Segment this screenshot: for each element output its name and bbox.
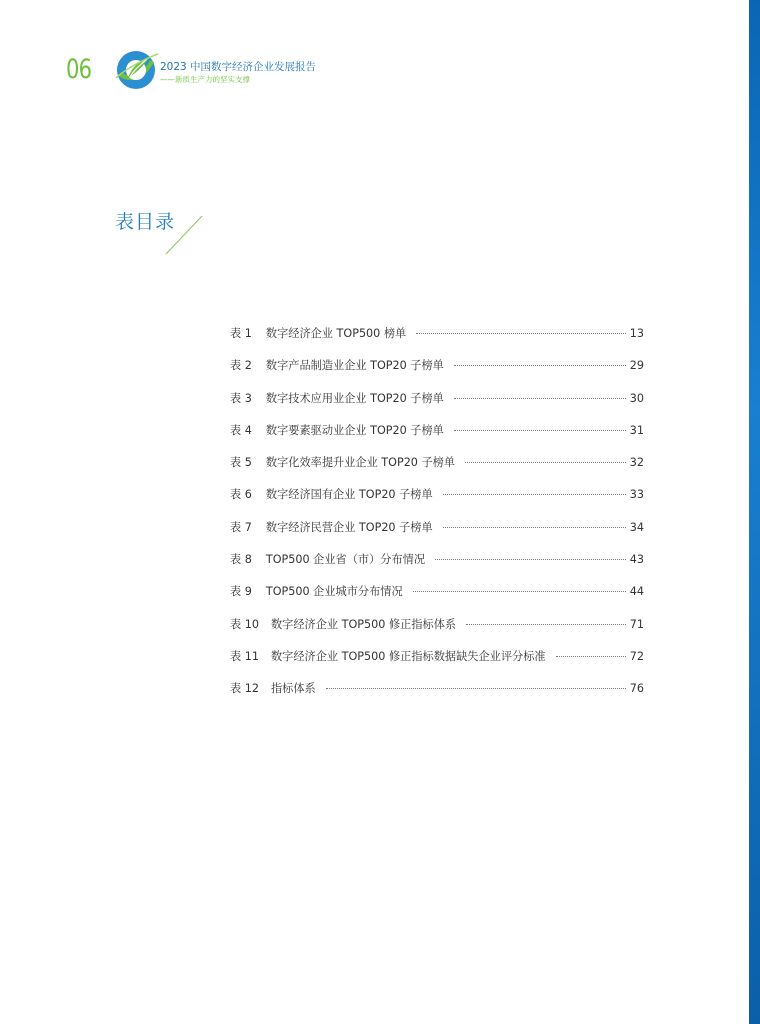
toc-text: 数字经济民营企业 TOP20 子榜单 xyxy=(265,520,433,534)
toc-leader xyxy=(556,656,626,657)
toc-row[interactable] xyxy=(230,486,644,518)
toc-text: 数字经济企业 TOP500 修正指标数据缺失企业评分标准 xyxy=(270,649,546,663)
toc-label: 表 2 xyxy=(230,359,252,373)
toc-page: 34 xyxy=(629,520,644,534)
toc-leader xyxy=(443,527,626,528)
toc-page: 13 xyxy=(629,327,644,340)
toc-label: 表 12 xyxy=(230,682,259,696)
side-decoration-bar xyxy=(749,0,760,1024)
toc-text: 指标体系 xyxy=(270,682,316,696)
toc-leader xyxy=(443,494,626,495)
toc-page: 44 xyxy=(629,585,644,599)
toc-text: 数字技术应用业企业 TOP20 子榜单 xyxy=(265,391,444,405)
toc-page: 33 xyxy=(629,488,644,502)
toc-text: 数字产品制造业企业 TOP20 子榜单 xyxy=(265,359,444,373)
toc-row[interactable] xyxy=(230,422,644,454)
toc-label: 表 3 xyxy=(230,391,252,405)
toc-leader xyxy=(454,398,626,399)
report-logo-icon xyxy=(114,48,158,92)
toc-row[interactable] xyxy=(230,648,644,680)
toc-page: 30 xyxy=(629,391,644,405)
report-title: 2023 中国数字经济企业发展报告 xyxy=(160,61,317,73)
toc-text: 数字化效率提升业企业 TOP20 子榜单 xyxy=(265,456,456,470)
toc-text: 数字经济企业 TOP500 修正指标体系 xyxy=(270,617,457,631)
toc-page: 76 xyxy=(629,682,644,696)
toc-text: TOP500 企业省（市）分布情况 xyxy=(265,553,426,567)
title-slash-decoration xyxy=(162,214,204,256)
toc-row[interactable] xyxy=(230,390,644,422)
toc-text: TOP500 企业城市分布情况 xyxy=(265,585,403,599)
toc-label: 表 11 xyxy=(230,649,259,663)
toc-page: 72 xyxy=(629,649,644,663)
toc-row[interactable] xyxy=(230,519,644,551)
report-subtitle: ——新质生产力的坚实支撑 xyxy=(160,75,250,84)
toc-leader xyxy=(413,591,626,592)
toc-row[interactable] xyxy=(230,454,644,486)
page-number: 06 xyxy=(66,54,92,85)
toc-text: 数字要素驱动业企业 TOP20 子榜单 xyxy=(265,423,444,437)
toc-label: 表 10 xyxy=(230,617,259,631)
toc-leader xyxy=(326,688,626,689)
toc-row[interactable] xyxy=(230,357,644,389)
section-title: 表目录 xyxy=(115,211,176,233)
toc-row[interactable] xyxy=(230,551,644,583)
toc-row[interactable] xyxy=(230,680,644,712)
table-of-contents xyxy=(230,325,644,713)
toc-label: 表 8 xyxy=(230,553,252,567)
toc-row[interactable] xyxy=(230,583,644,615)
toc-label: 表 7 xyxy=(230,520,252,534)
toc-label: 表 9 xyxy=(230,585,252,599)
toc-label: 表 6 xyxy=(230,488,252,502)
toc-page: 31 xyxy=(629,423,644,437)
toc-label: 表 1 xyxy=(230,327,252,340)
toc-text: 数字经济国有企业 TOP20 子榜单 xyxy=(265,488,433,502)
toc-page: 43 xyxy=(629,553,644,567)
toc-row[interactable] xyxy=(230,325,644,357)
toc-text: 数字经济企业 TOP500 榜单 xyxy=(265,327,407,340)
toc-row[interactable] xyxy=(230,616,644,648)
toc-label: 表 4 xyxy=(230,423,252,437)
toc-page: 32 xyxy=(629,456,644,470)
toc-page: 71 xyxy=(629,617,644,631)
toc-label: 表 5 xyxy=(230,456,252,470)
toc-leader xyxy=(465,462,626,463)
toc-leader xyxy=(454,430,626,431)
toc-page: 29 xyxy=(629,359,644,373)
toc-leader xyxy=(435,559,626,560)
toc-leader xyxy=(466,624,626,625)
toc-leader xyxy=(454,365,626,366)
toc-leader xyxy=(416,333,626,334)
